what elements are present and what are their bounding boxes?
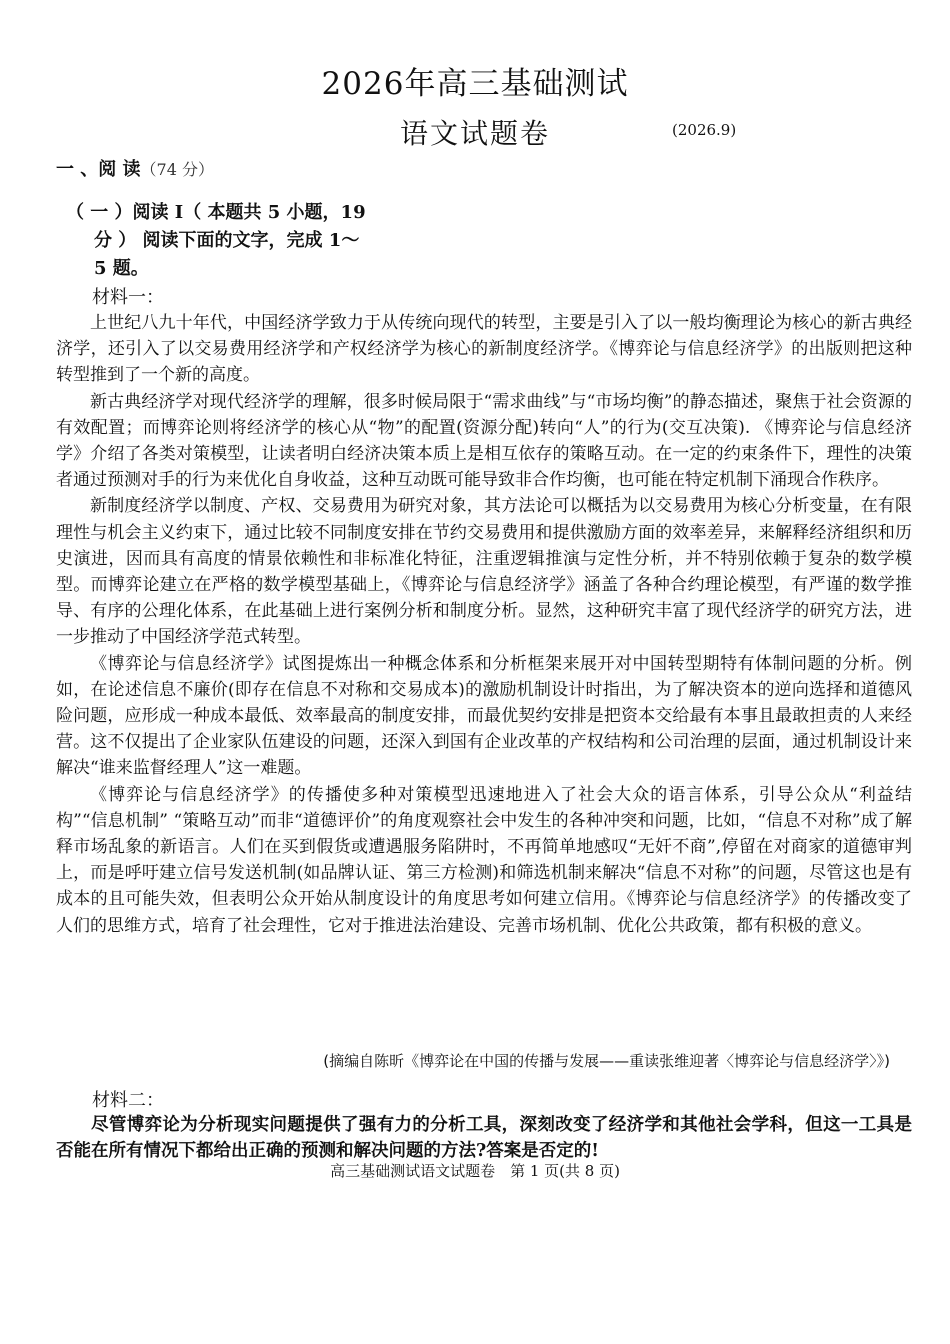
material1-source: (摘编自陈昕《博弈论在中国的传播与发展——重读张维迎著〈博弈论与信息经济学〉》) <box>323 1052 890 1070</box>
material1-paragraph: 《博弈论与信息经济学》的传播使多种对策模型迅速地进入了社会大众的语言体系，引导公众从“利益结构”“信息机制” “策略互动”而非“道德评价”的角度观察社会中发生的各种冲突和问题，比如，“信息不对称”成了解释市场乱象的新语言。人们在买到假货或遭遇服务陷阱时，不再简单地感叹“无奸不商”,停留在对商家的道德审判上，而是呼吁建立信号发送机制(如品牌认证、第三方检测)和筛选机制来解决“信息不对称”的问题，尽管这也是有成本的且可能失效，但表明公众开始从制度设计的角度思考如何建立信用。《博弈论与信息经济学》的传播改变了人们的思维方式，培育了社会理性，它对于推进法治建设、完善市场机制、优化公共政策，都有积极的意义。 <box>56 784 912 936</box>
exam-title: 2026年高三基础测试 <box>321 66 629 102</box>
part-heading <box>66 199 396 283</box>
exam-subtitle: 语文试题卷 <box>399 117 550 150</box>
part-heading-line2: 分 ） 阅读下面的文字，完成 1～ <box>94 230 360 251</box>
section-score: （74 分） <box>140 160 214 179</box>
material1-paragraph: 新古典经济学对现代经济学的理解，很多时候局限于“需求曲线”与“市场均衡”的静态描述，聚焦于社会资源的有效配置；而博弈论则将经济学的核心从“物”的配置(资源分配)转向“人”的行为(交互决策). 《博弈论与信息经济学》介绍了各类对策模型，让读者明白经济决策本质上是相互依存的策略互动。在一定的约束条件下，理性的决策者通过预测对手的行为来优化自身收益，这种互动既可能导致非合作均衡，也可能在特定机制下涌现合作秩序。 <box>56 391 912 491</box>
part-heading-line1: （ 一 ）阅读 I（ 本题共 5 小题，19 <box>66 202 366 223</box>
material2-label: 材料二： <box>92 1090 164 1111</box>
section-label: 一 、阅 读 <box>56 159 141 180</box>
section-heading <box>56 155 214 181</box>
material1-body <box>56 310 912 939</box>
material2-paragraph: 尽管博弈论为分析现实问题提供了强有力的分析工具，深刻改变了经济学和其他社会学科，但这一工具是否能在所有情况下都给出正确的预测和解决问题的方法?答案是否定的! <box>56 1115 912 1162</box>
material1-paragraph: 《博弈论与信息经济学》试图提炼出一种概念体系和分析框架来展开对中国转型期特有体制问题的分析。例如，在论述信息不廉价(即存在信息不对称和交易成本)的激励机制设计时指出，为了解决资本的逆向选择和道德风险问题，应形成一种成本最低、效率最高的制度安排，而最优契约安排是把资本交给最有本事且最敢担责的人来经营。这不仅提出了企业家队伍建设的问题，还深入到国有企业改革的产权结构和公司治理的层面，通过机制设计来解决“谁来监督经理人”这一难题。 <box>56 653 912 779</box>
material2-body <box>56 1112 912 1164</box>
page-footer: 高三基础测试语文试题卷 第 1 页(共 8 页) <box>330 1162 620 1180</box>
material1-paragraph: 上世纪八九十年代，中国经济学致力于从传统向现代的转型，主要是引入了以一般均衡理论为核心的新古典经济学，还引入了以交易费用经济学和产权经济学为核心的新制度经济学。《博弈论与信息经济学》的出版则把这种转型推到了一个新的高度。 <box>56 313 912 386</box>
material1-paragraph: 新制度经济学以制度、产权、交易费用为研究对象，其方法论可以概括为以交易费用为核心分析变量，在有限理性与机会主义约束下，通过比较不同制度安排在节约交易费用和提供激励方面的效率差异，来解释经济组织和历史演进，因而具有高度的情景依赖性和非标准化特征，注重逻辑推演与定性分析，并不特别依赖于复杂的数学模型。而博弈论建立在严格的数学模型基础上，《博弈论与信息经济学》涵盖了各种合约理论模型，有严谨的数学推导、有序的公理化体系，在此基础上进行案例分析和制度分析。显然，这种研究丰富了现代经济学的研究方法，进一步推动了中国经济学范式转型。 <box>56 496 912 648</box>
part-heading-line3: 5 题。 <box>94 258 149 279</box>
exam-date: (2026.9) <box>672 121 737 139</box>
material1-label: 材料一： <box>92 287 164 308</box>
